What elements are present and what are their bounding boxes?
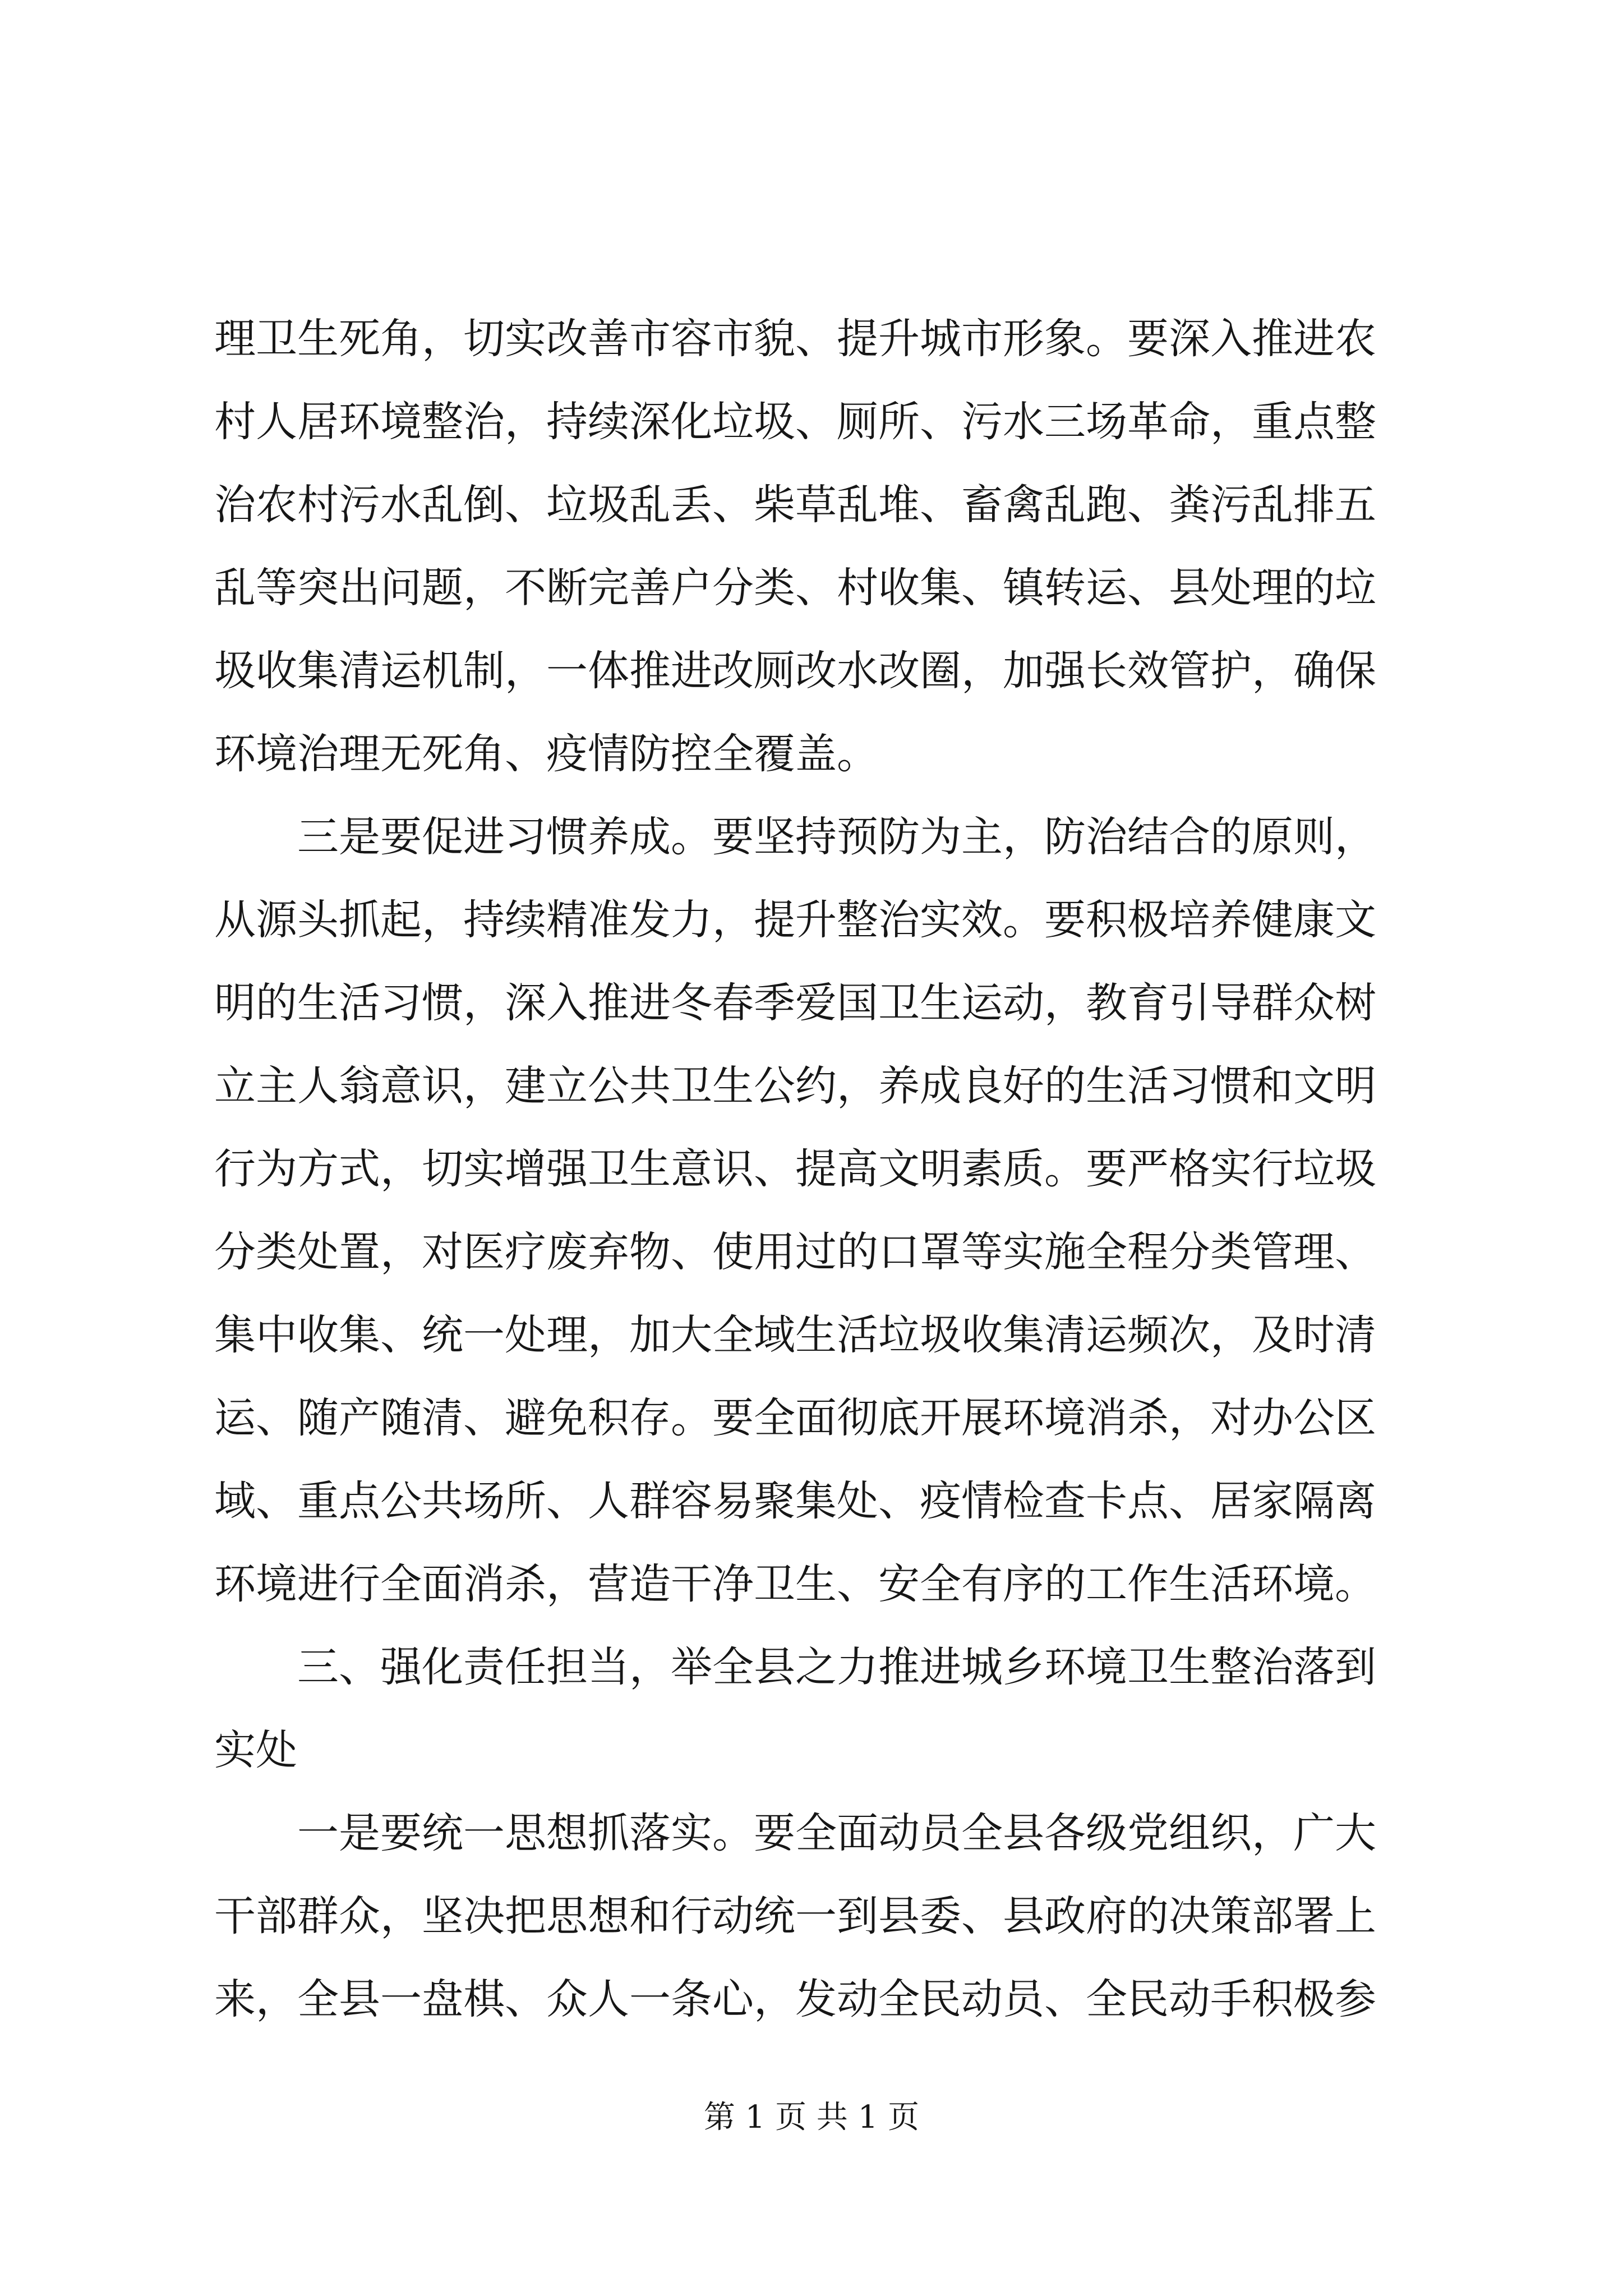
text-line: 干部群众，坚决把思想和行动统一到县委、县政府的决策部署上 — [214, 1892, 1376, 1940]
text-line: 理卫生死角，切实改善市容市貌、提升城市形象。要深入推进农 — [214, 315, 1376, 363]
text-line: 环境进行全面消杀，营造干净卫生、安全有序的工作生活环境。 — [214, 1560, 1376, 1608]
document-body — [214, 297, 1420, 2041]
text-line: 一是要统一思想抓落实。要全面动员全县各级党组织，广大 — [297, 1809, 1376, 1857]
text-line: 环境治理无死角、疫情防控全覆盖。 — [214, 730, 878, 778]
text-line: 圾收集清运机制，一体推进改厕改水改圈，加强长效管护，确保 — [214, 647, 1376, 695]
text-line: 乱等突出问题，不断完善户分类、村收集、镇转运、县处理的垃 — [214, 564, 1376, 612]
text-line: 实处 — [214, 1726, 297, 1774]
text-line: 行为方式，切实增强卫生意识、提高文明素质。要严格实行垃圾 — [214, 1145, 1376, 1193]
text-line: 明的生活习惯，深入推进冬春季爱国卫生运动，教育引导群众树 — [214, 979, 1376, 1027]
text-line: 三、强化责任担当，举全县之力推进城乡环境卫生整治落到 — [297, 1643, 1376, 1691]
text-line: 来，全县一盘棋、众人一条心，发动全民动员、全民动手积极参 — [214, 1975, 1376, 2023]
text-line: 域、重点公共场所、人群容易聚集处、疫情检查卡点、居家隔离 — [214, 1477, 1376, 1525]
text-line: 三是要促进习惯养成。要坚持预防为主，防治结合的原则， — [297, 813, 1376, 861]
text-line: 集中收集、统一处理，加大全域生活垃圾收集清运频次，及时清 — [214, 1311, 1376, 1359]
text-line: 治农村污水乱倒、垃圾乱丢、柴草乱堆、畜禽乱跑、粪污乱排五 — [214, 481, 1376, 529]
page-footer: 第 1 页 共 1 页 — [703, 2099, 920, 2136]
text-line: 从源头抓起，持续精准发力，提升整治实效。要积极培养健康文 — [214, 896, 1376, 944]
text-line: 运、随产随清、避免积存。要全面彻底开展环境消杀，对办公区 — [214, 1394, 1376, 1442]
text-line: 立主人翁意识，建立公共卫生公约，养成良好的生活习惯和文明 — [214, 1062, 1376, 1110]
text-line: 分类处置，对医疗废弃物、使用过的口罩等实施全程分类管理、 — [214, 1228, 1376, 1276]
text-line: 村人居环境整治，持续深化垃圾、厕所、污水三场革命，重点整 — [214, 398, 1376, 446]
